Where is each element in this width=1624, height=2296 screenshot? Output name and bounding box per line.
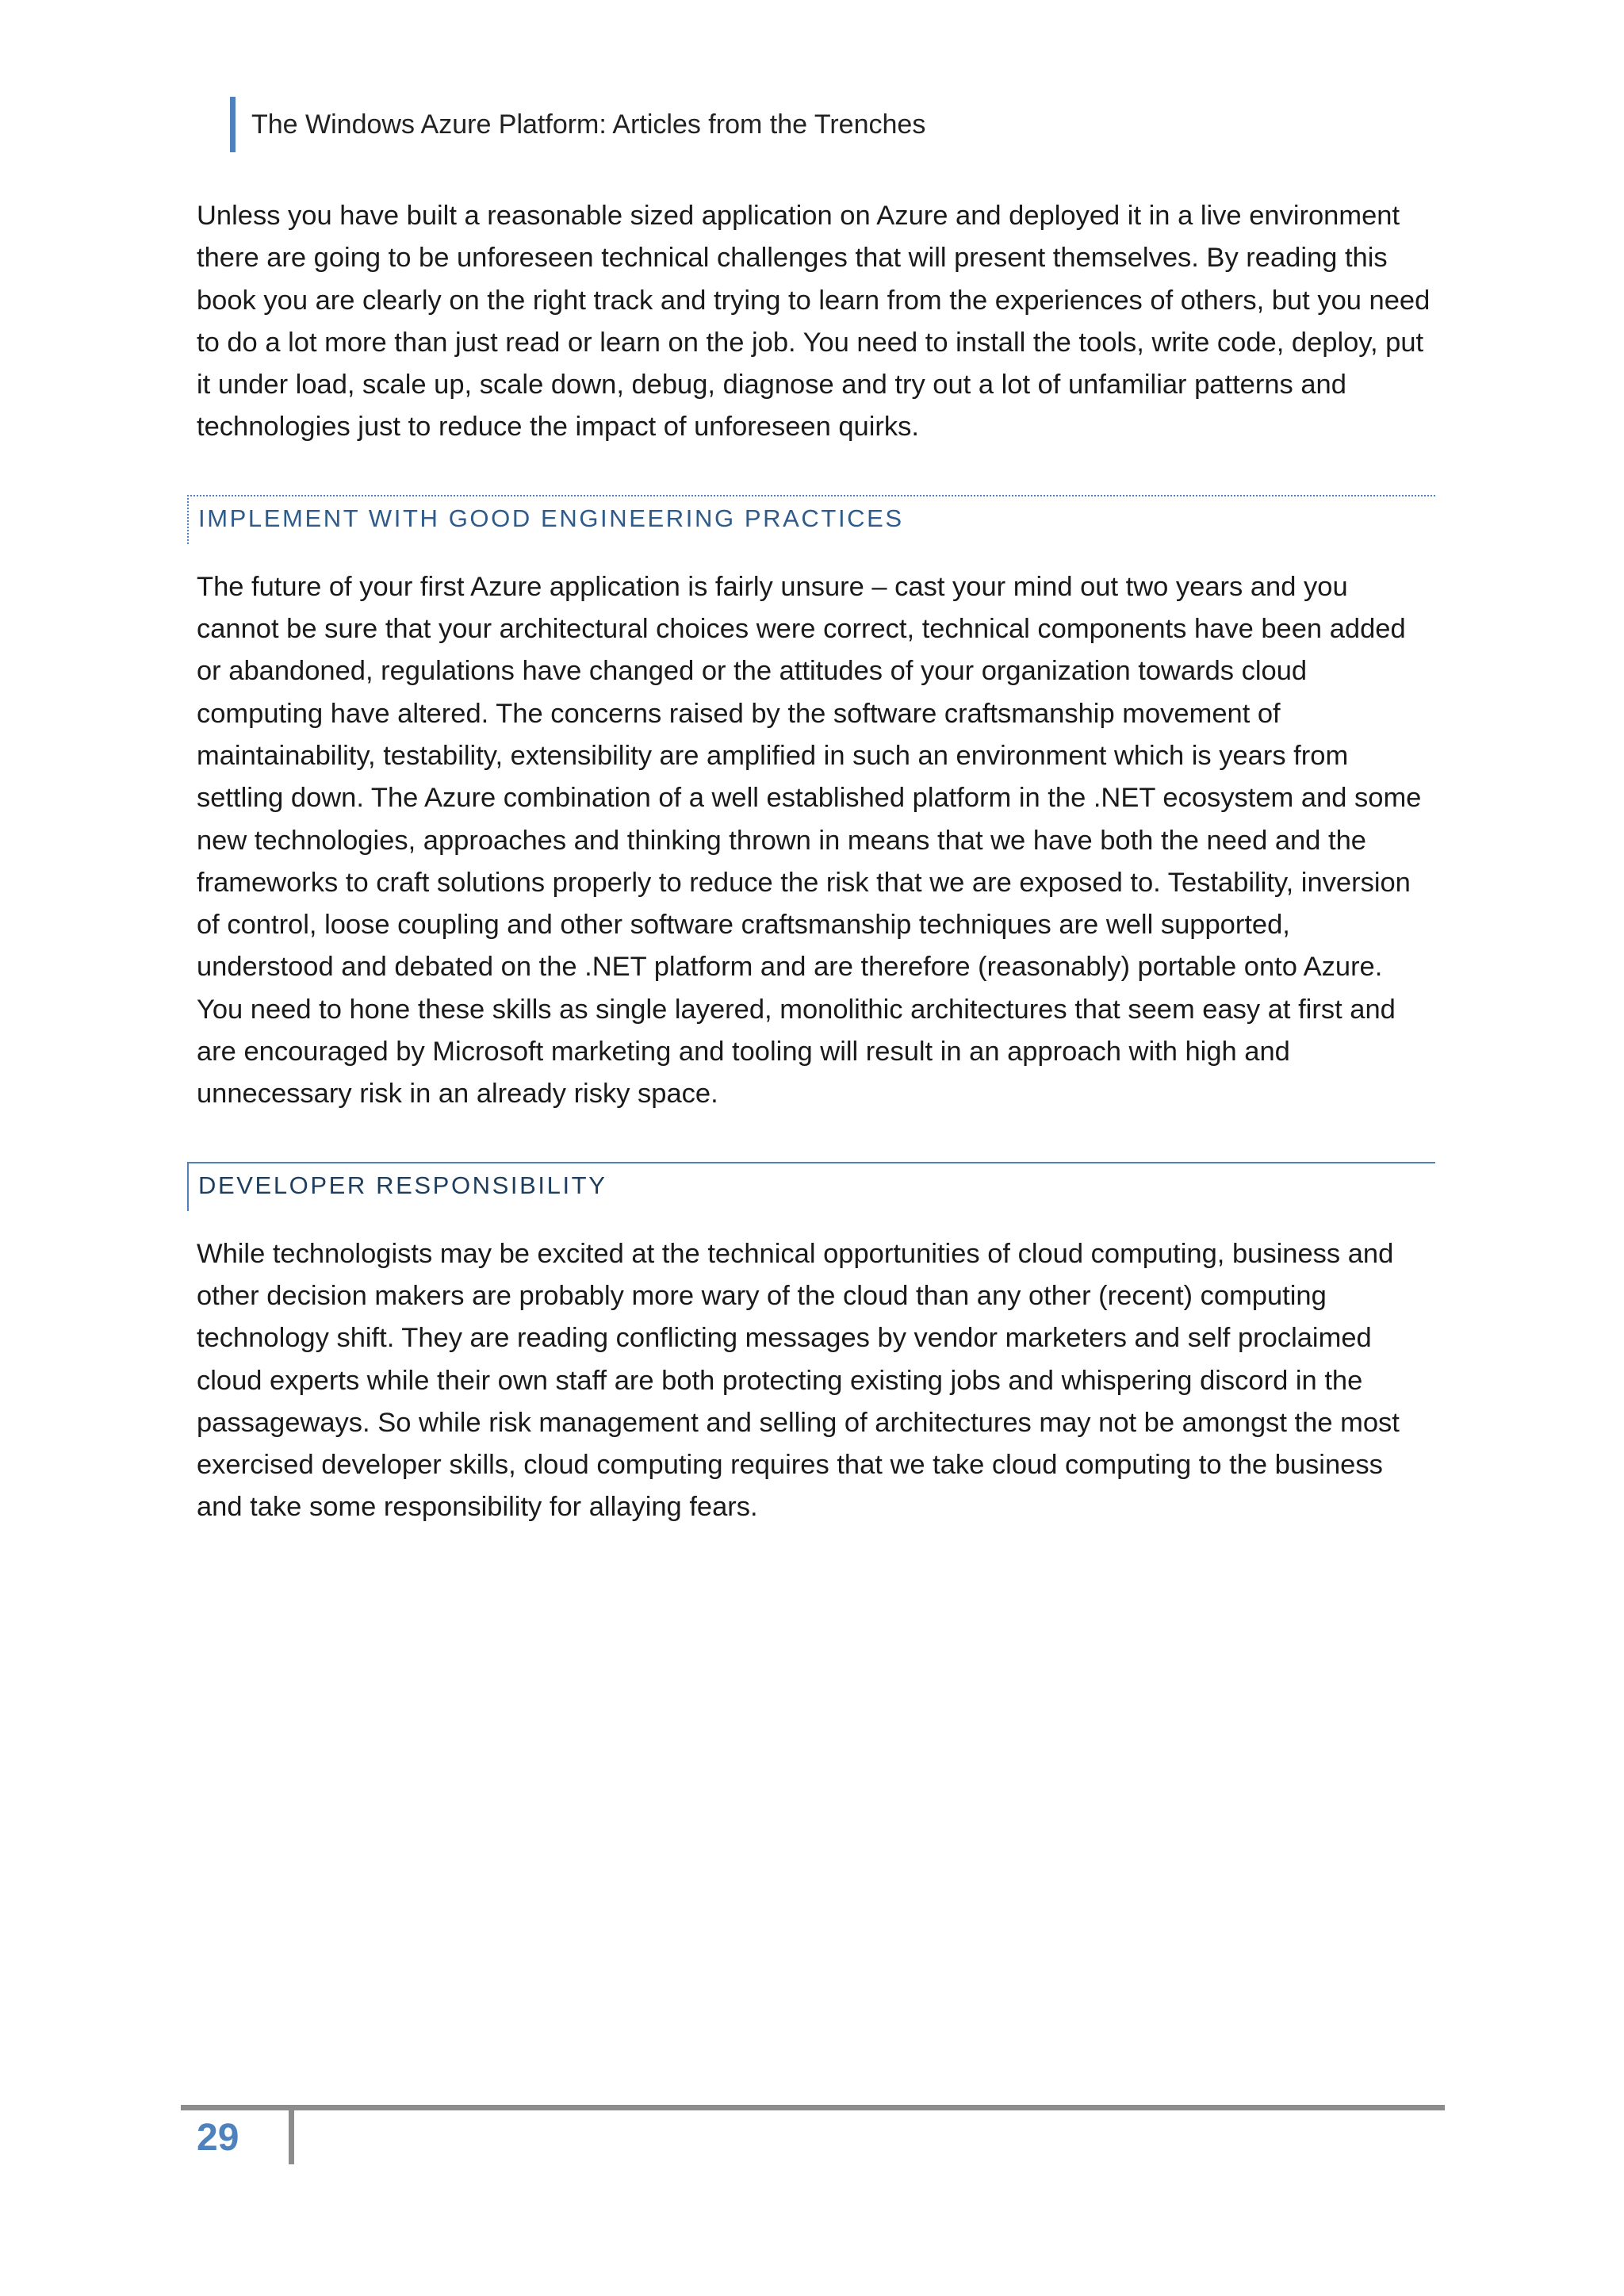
page-content [197, 195, 1434, 1529]
footer-rule [181, 2105, 1445, 2110]
section-paragraph-developer-responsibility: While technologists may be excited at the technical opportunities of cloud computing, business and other decision makers are probably more wary of the cloud than any other (recent) computing technology shift. They are reading conflicting messages by vendor marketers and self proclaimed cloud experts while their own staff are both protecting existing jobs and whispering discord in the passageways. So while risk management and selling of architectures may not be amongst the most exercised developer skills, cloud computing requires that we take cloud computing to the business and take some responsibility for allaying fears. [197, 1238, 1400, 1523]
running-header [230, 97, 925, 152]
section-heading-engineering-practices [187, 495, 1435, 544]
section-paragraph-engineering-practices: The future of your first Azure application is fairly unsure – cast your mind out two years and you cannot be sure that your architectural choices were correct, technical components have been added or abandoned, regulations have changed or the attitudes of your organization towards cloud computing have altered. The concerns raised by the software craftsmanship movement of maintainability, testability, extensibility are amplified in such an environment which is years from settling down. The Azure combination of a well established platform in the .NET ecosystem and some new technologies, approaches and thinking thrown in means that we have both the need and the frameworks to craft solutions properly to reduce the risk that we are exposed to. Testability, inversion of control, loose coupling and other software craftsmanship techniques are well supported, understood and debated on the .NET platform and are therefore (reasonably) portable onto Azure. You need to hone these skills as single layered, monolithic architectures that seem easy at first and are encouraged by Microsoft marketing and tooling will result in an approach with high and unnecessary risk in an already risky space. [197, 571, 1422, 1110]
footer-divider [289, 2110, 294, 2164]
section-heading-text: IMPLEMENT WITH GOOD ENGINEERING PRACTICES [198, 504, 904, 532]
section-heading-developer-responsibility [187, 1162, 1435, 1211]
page-number: 29 [197, 2117, 239, 2159]
intro-paragraph: Unless you have built a reasonable sized application on Azure and deployed it in a live environment there are going to be unforeseen technical challenges that will present themselves. By reading this book you are clearly on the right track and trying to learn from the experiences of others, but you need to do a lot more than just read or learn on the job. You need to install the tools, write code, deploy, put it under load, scale up, scale down, debug, diagnose and try out a lot of unfamiliar patterns and technologies just to reduce the impact of unforeseen quirks. [197, 201, 1431, 443]
running-header-title: The Windows Azure Platform: Articles from the Trenches [251, 109, 926, 140]
section-heading-text: DEVELOPER RESPONSIBILITY [198, 1171, 607, 1199]
